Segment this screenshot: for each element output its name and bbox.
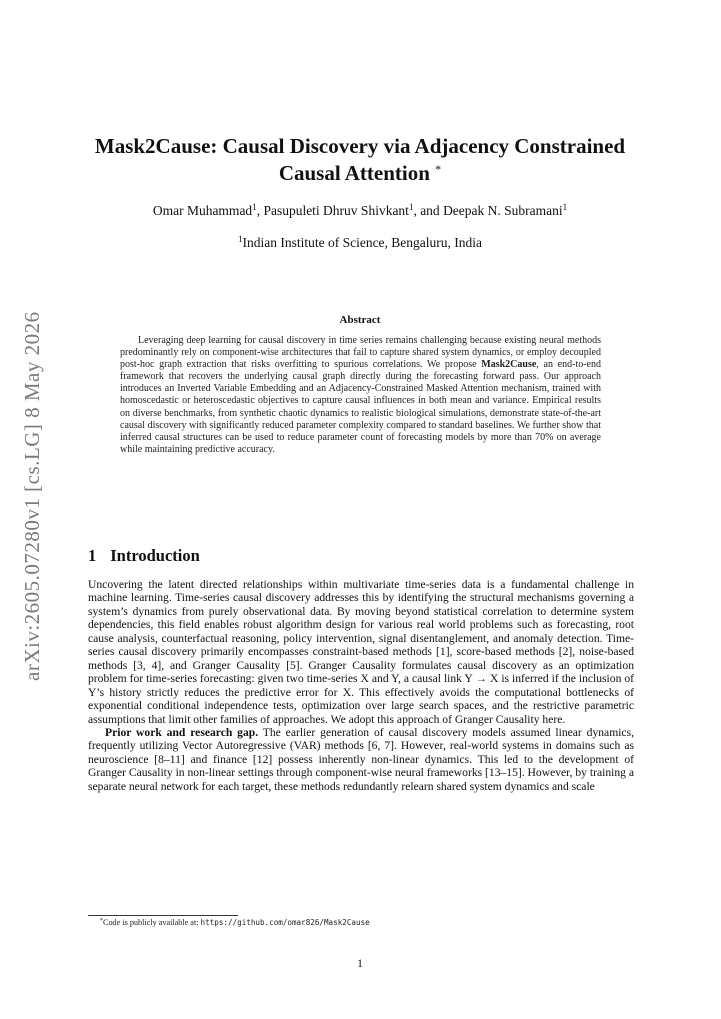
footnote-mark: * (100, 918, 103, 924)
footnote-rule (88, 915, 238, 916)
introduction-body (88, 578, 634, 793)
author-list (90, 203, 630, 219)
section-number: 1 (88, 546, 97, 565)
code-link[interactable]: https://github.com/omar826/Mask2Cause (200, 918, 370, 927)
section-title: Introduction (110, 546, 200, 565)
section-heading (88, 546, 200, 566)
paper-title (90, 133, 630, 187)
affiliation-mark: 1 (237, 234, 243, 244)
author-separator: , (256, 203, 264, 218)
affiliation-mark: 1 (562, 202, 568, 212)
paragraph: Uncovering the latent directed relationships within multivariate time-series data is a fundamental challenge in machine learning. Time-series causal discovery addresses this by identifying the structural mechanisms governing a system’s dynamics from purely observational data. By moving beyond statistical correlation to determine system dependencies, this field enables robust algorithm design for various real world problems such as forecasting, root cause analysis, counterfactual reasoning, policy intervention, signal disentanglement, and anomaly detection. Time-series causal discovery primarily encompasses constraint-based methods [1], score-based methods [2], noise-based methods [3, 4], and Granger Causality [5]. Granger Causality formulates causal discovery as an optimization problem for time-series forecasting: given two time-series X and Y, a causal link Y → X is inferred if the inclusion of Y’s history strictly reduces the predictive error for X. This effectively avoids the computational bottlenecks of exponential conditional independence tests, optimization over large search spaces, and the restrictive parametric assumptions that limit other families of approaches. We adopt this approach of Granger Causality here. (88, 578, 634, 726)
paragraph (88, 726, 634, 793)
footnote-text: Code is publicly available at: (103, 918, 201, 927)
title-footnote-mark: * (435, 162, 442, 176)
paragraph-text: The earlier generation of causal discovery models assumed linear dynamics, frequently utilizing Vector Autoregressive (VAR) methods [6, 7]. However, real-world systems in domains such as neuroscience [8–11] and finance [12] possess inherently non-linear dynamics. This led to the development of Granger Causality in non-linear settings through component-wise neural frameworks [13–15]. However, by training a separate neural network for each target, these methods redundantly relearn shared system dynamics and scale (88, 725, 634, 793)
paper-title-text: Mask2Cause: Causal Discovery via Adjacency Constrained Causal Attention (94, 134, 626, 185)
author-separator: , and (413, 203, 444, 218)
affiliation (90, 235, 630, 251)
affiliation-text: Indian Institute of Science, Bengaluru, India (242, 235, 483, 250)
abstract-heading: Abstract (339, 314, 381, 326)
author-name: Omar Muhammad (152, 203, 253, 218)
abstract-text-before: Leveraging deep learning for causal discovery in time series remains challenging because existing neural methods predominantly rely on component-wise architectures that fail to capture shared system dynamics, or employ decoupled post-hoc graph extraction that risks overfitting to spurious correlations. We propose (120, 335, 601, 371)
paragraph-lead: Prior work and research gap. (105, 725, 259, 739)
affiliation-mark: 1 (252, 202, 257, 212)
page-number: 1 (357, 958, 363, 970)
footnote (100, 918, 370, 927)
author-name: Pasupuleti Dhruv Shivkant (263, 203, 409, 218)
method-name: Mask2Cause (481, 359, 537, 371)
abstract-body (120, 335, 601, 456)
affiliation-mark: 1 (408, 202, 414, 212)
author-name: Deepak N. Subramani (443, 203, 563, 218)
abstract-text-after: , an end-to-end framework that recovers the underlying causal graph directly during the forecasting forward pass. Our approach introduces an Inverted Variable Embedding and an Adjacency-Constrained Masked Attention mechanism, trained with homoscedastic or heteroscedastic objectives to capture causal influences in both mean and variance. Empirical results on diverse benchmarks, from synthetic chaotic dynamics to realistic biological simulations, demonstrate state-of-the-art causal discovery with significantly reduced parameter complexity compared to standard baselines. We further show that inferred causal structures can be used to reduce parameter count of forecasting models by more than 70% on average while maintaining predictive accuracy. (120, 359, 601, 455)
arxiv-identifier: arXiv:2605.07280v1 [cs.LG] 8 May 2026 (20, 311, 44, 681)
